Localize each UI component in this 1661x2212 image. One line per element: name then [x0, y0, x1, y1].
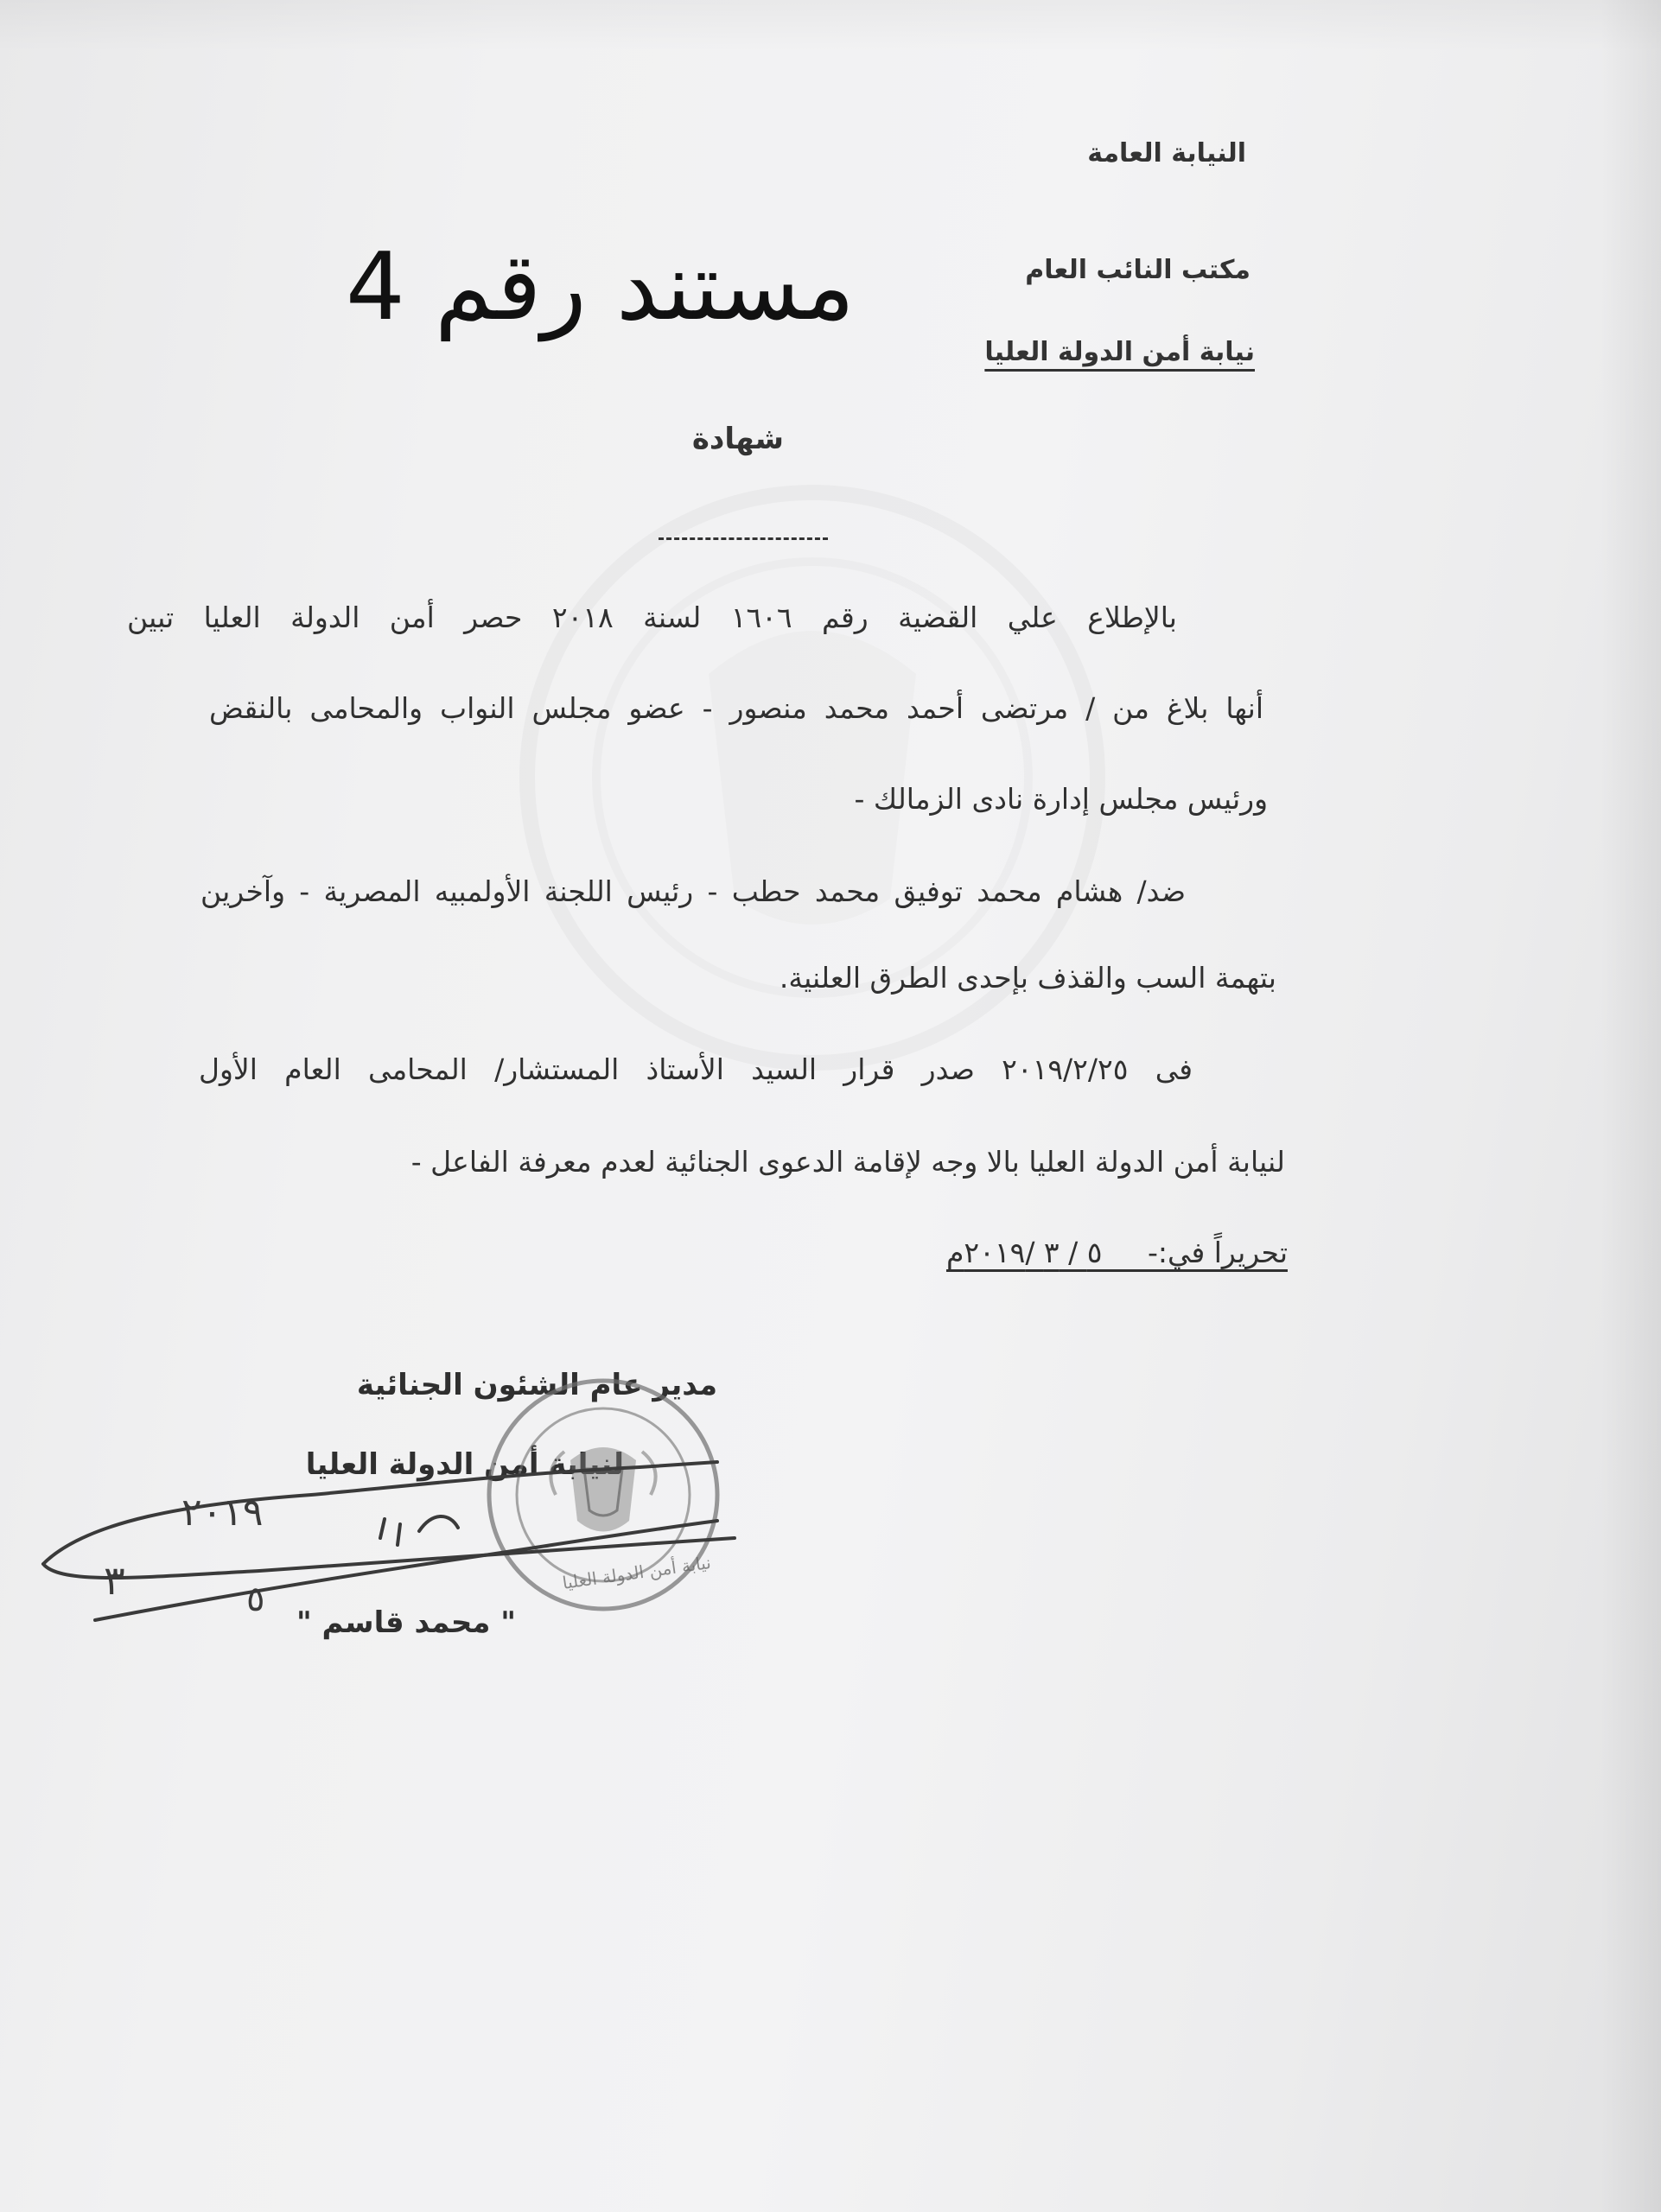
body-line-1: بالإطلاع علي القضية رقم ١٦٠٦ لسنة ٢٠١٨ حصر أمن الدولة العليا تبين — [127, 601, 1177, 634]
signatory-title-2: لنيابة أمن الدولة العليا — [305, 1447, 624, 1482]
stamp-text: نيابة أمن الدولة العليا — [561, 1552, 713, 1593]
body-line-7: لنيابة أمن الدولة العليا بالا وجه لإقامة الدعوى الجنائية لعدم معرفة الفاعل - — [410, 1145, 1285, 1179]
handwritten-year: ٢٠١٩ — [181, 1491, 264, 1535]
body-line-4: ضد/ هشام محمد توفيق محمد حطب - رئيس اللجنة الأولمبيه المصرية - وآخرين — [200, 874, 1186, 908]
handwritten-signature — [35, 1426, 743, 1650]
signatory-name: " محمد قاسم " — [296, 1605, 516, 1640]
paper-right-shadow — [1601, 0, 1661, 2212]
certificate-title: شهادة — [691, 422, 784, 456]
watermark-emblem — [484, 449, 1141, 1106]
header-attorney-general-office: مكتب النائب العام — [1025, 255, 1251, 285]
document-number-overlay: مستند رقم 4 — [346, 233, 856, 341]
header-public-prosecution: النيابة العامة — [1087, 138, 1246, 168]
date-line: تحريراً في:- ٥ / ٣ /٢٠١٩م — [945, 1236, 1288, 1269]
title-divider — [659, 537, 828, 540]
body-line-6: فى ٢٠١٩/٢/٢٥ صدر قرار السيد الأستاذ المستشار/ المحامى العام الأول — [199, 1052, 1193, 1086]
handwritten-day: ٥ — [246, 1580, 265, 1619]
body-line-5: بتهمة السب والقذف بإحدى الطرق العلنية. — [779, 961, 1276, 995]
paper-top-edge — [0, 0, 1661, 52]
body-line-3: ورئيس مجلس إدارة نادى الزمالك - — [854, 782, 1268, 816]
body-line-2: أنها بلاغ من / مرتضى أحمد محمد منصور - عضو مجلس النواب والمحامى بالنقض — [209, 691, 1263, 725]
handwritten-month: ٣ — [104, 1557, 125, 1604]
header-state-security-prosecution: نيابة أمن الدولة العليا — [984, 337, 1255, 367]
signatory-title-1: مدير عام الشئون الجنائية — [356, 1368, 717, 1402]
